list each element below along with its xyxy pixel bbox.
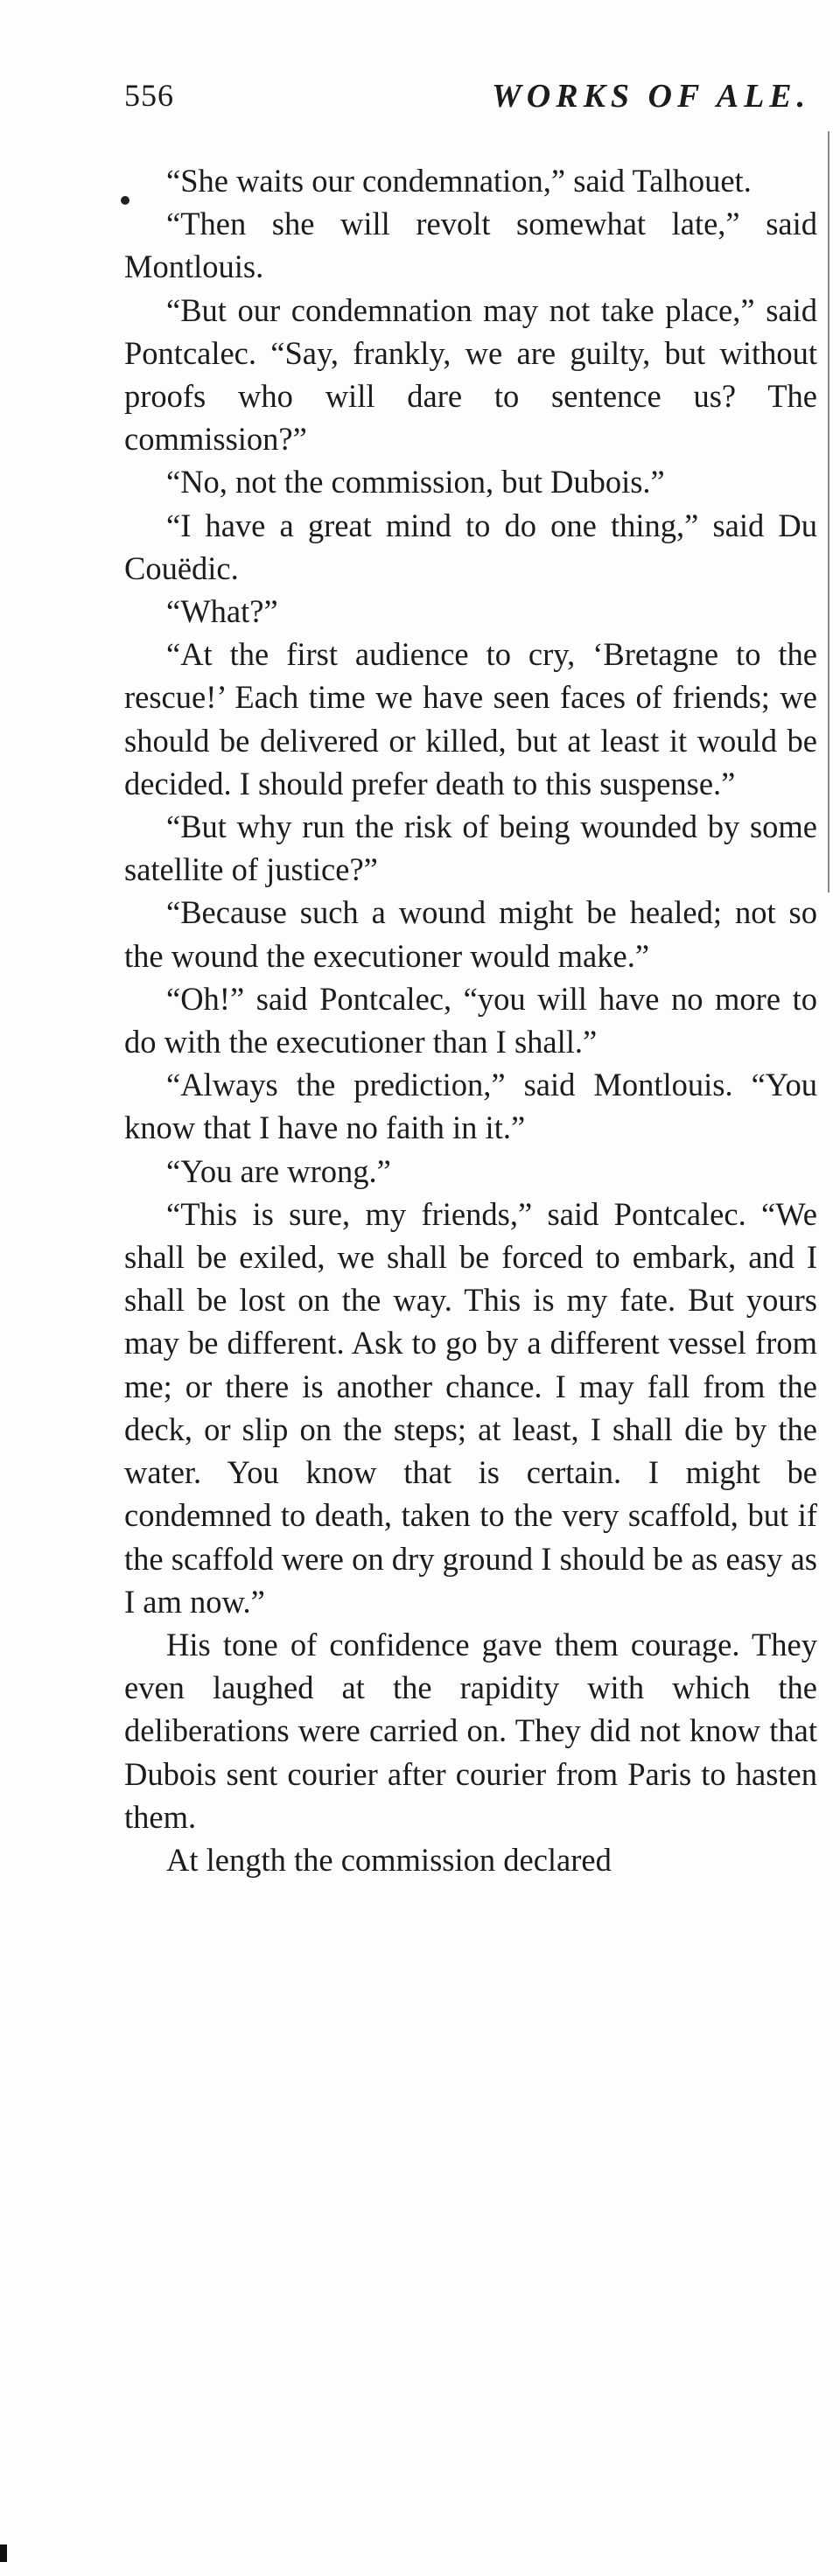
paragraph: “Oh!” said Pontcalec, “you will have no more to do with the executioner than I shall.”: [124, 980, 817, 1060]
running-head: WORKS OF ALE.: [492, 78, 811, 115]
paragraph: “I have a great mind to do one thing,” said Du Couëdic.: [124, 507, 817, 586]
paragraph: His tone of confidence gave them courage. They even laughed at the rapidity with which the deliberations were carried on. They did not know that Dubois sent courier after courier from Paris to hasten them.: [124, 1626, 817, 1835]
paragraph: “Always the prediction,” said Montlouis. “You know that I have no faith in it.”: [124, 1067, 817, 1146]
paragraph: “You are wrong.”: [166, 1152, 391, 1189]
paragraph: “This is sure, my friends,” said Pontcalec. “We shall be exiled, we shall be forced to embark, and I shall be lost on the way. This is my fate. But yours may be different. Ask to go by a different vessel from me; or there is another chance. I may fall from the deck, or slip on the steps; at least, I shall die by the water. You know that is certain. I might be condemned to death, taken to the very scaffold, but if the scaffold were on dry ground I should be as easy as I am now.”: [124, 1195, 817, 1620]
paragraph: “But our condemnation may not take place,” said Pontcalec. “Say, frankly, we are guilty, but without proofs who will dare to sentence us? The commission?”: [124, 291, 817, 458]
paragraph: “Because such a wound might be healed; not so the wound the executioner would make.”: [124, 894, 817, 974]
page-number: 556: [124, 78, 174, 113]
paragraph: “What?”: [166, 593, 278, 630]
paragraph: “She waits our condemnation,” said Talhouet.: [166, 163, 752, 199]
paragraph: “At the first audience to cry, ‘Bretagne to the rescue!’ Each time we have seen faces of friends; we should be delivered or killed, but at least it would be decided. I should prefer death to this suspense.”: [124, 636, 817, 802]
paragraph: “But why run the risk of being wounded by some satellite of justice?”: [124, 808, 817, 888]
page-header: [124, 77, 840, 121]
margin-rule: [828, 131, 830, 892]
paragraph: At length the commission declared: [166, 1841, 612, 1878]
ink-speck: [121, 196, 130, 205]
paragraph: “No, not the commission, but Dubois.”: [166, 464, 665, 500]
body-text: [124, 159, 817, 1881]
paragraph: “Then she will revolt somewhat late,” said Montlouis.: [124, 206, 817, 285]
scan-edge-mark: [0, 2544, 7, 2562]
